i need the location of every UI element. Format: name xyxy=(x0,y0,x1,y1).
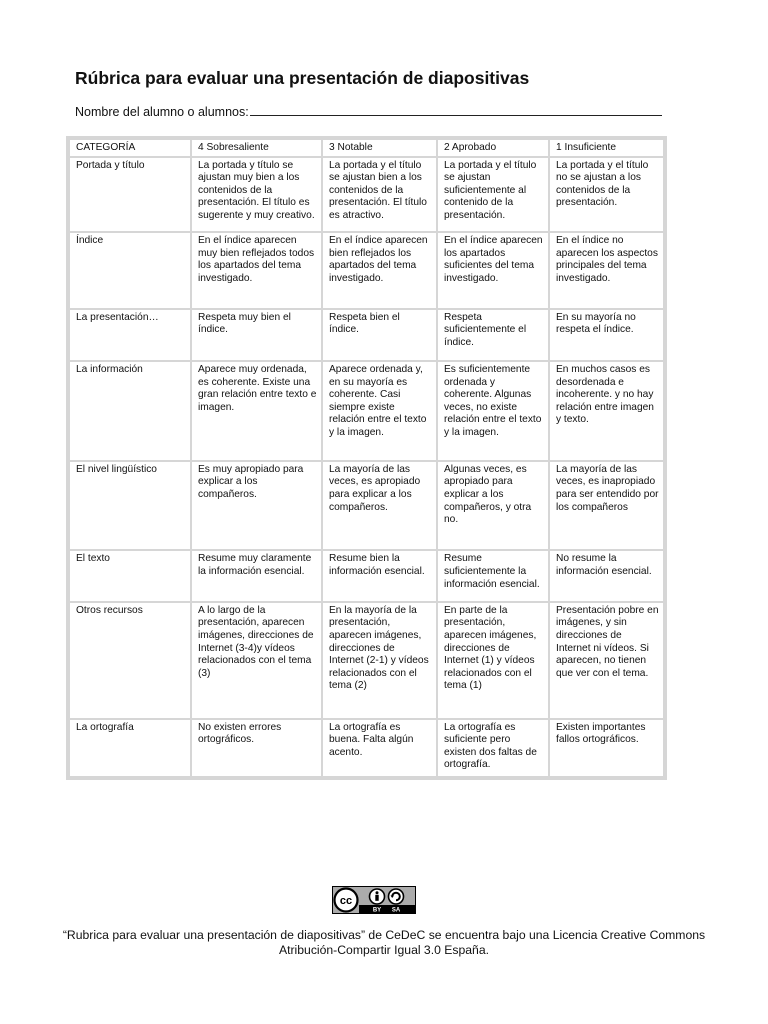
rubric-table-frame xyxy=(66,136,667,780)
student-name-label: Nombre del alumno o alumnos: xyxy=(75,105,249,119)
cell-level-3: Respeta bien el índice. xyxy=(323,310,436,360)
svg-text:cc: cc xyxy=(339,895,353,907)
row-category: La ortografía xyxy=(70,720,190,776)
row-category: La presentación… xyxy=(70,310,190,360)
rubric-row xyxy=(70,362,663,460)
cell-level-2: En parte de la presentación, aparecen imágenes, direcciones de Internet (1) y vídeos relacionados con el tema (1) xyxy=(438,603,548,718)
cell-level-2: Resume suficientemente la información esencial. xyxy=(438,551,548,600)
cell-level-1: En el índice no aparecen los aspectos principales del tema investigado. xyxy=(550,233,663,308)
cell-level-1: Presentación pobre en imágenes, y sin direcciones de Internet ni vídeos. Si aparecen, no tienen que ver con el tema. xyxy=(550,603,663,718)
row-category: Índice xyxy=(70,233,190,308)
row-category: El texto xyxy=(70,551,190,600)
cell-level-3: Resume bien la información esencial. xyxy=(323,551,436,600)
cell-level-4: Es muy apropiado para explicar a los compañeros. xyxy=(192,462,321,550)
cell-level-2: La portada y el título se ajustan suficientemente al contenido de la presentación. xyxy=(438,158,548,232)
student-name-line xyxy=(75,104,662,119)
cell-level-4: Aparece muy ordenada, es coherente. Existe una gran relación entre texto e imagen. xyxy=(192,362,321,460)
cell-level-1: En su mayoría no respeta el índice. xyxy=(550,310,663,360)
cell-level-1: En muchos casos es desordenada e incoherente. y no hay relación entre imagen y texto. xyxy=(550,362,663,460)
cell-level-1: No resume la información esencial. xyxy=(550,551,663,600)
header-level-2: 2 Aprobado xyxy=(438,140,548,156)
cell-level-2: Es suficientemente ordenada y coherente. Algunas veces, no existe relación entre el texto y la imagen. xyxy=(438,362,548,460)
rubric-row xyxy=(70,720,663,776)
svg-text:BY: BY xyxy=(372,907,382,914)
cell-level-2: Respeta suficientemente el índice. xyxy=(438,310,548,360)
rubric-row xyxy=(70,603,663,718)
document-title: Rúbrica para evaluar una presentación de diapositivas xyxy=(75,68,530,88)
license-text: “Rubrica para evaluar una presentación de diapositivas” de CeDeC se encuentra bajo una Licencia Creative Commons Atribución-Compartir Igual 3.0 España. xyxy=(62,928,706,957)
rubric-row xyxy=(70,310,663,360)
rubric-header-row xyxy=(70,140,663,156)
cell-level-3: La ortografía es buena. Falta algún acento. xyxy=(323,720,436,776)
rubric-row xyxy=(70,551,663,600)
cell-level-2: La ortografía es suficiente pero existen dos faltas de ortografía. xyxy=(438,720,548,776)
row-category: Portada y título xyxy=(70,158,190,232)
row-category: El nivel lingüístico xyxy=(70,462,190,550)
rubric-row xyxy=(70,462,663,550)
cell-level-4: No existen errores ortográficos. xyxy=(192,720,321,776)
header-category: CATEGORÍA xyxy=(70,140,190,156)
row-category: La información xyxy=(70,362,190,460)
cell-level-4: Resume muy claramente la información esencial. xyxy=(192,551,321,600)
rubric-table xyxy=(68,138,665,778)
cell-level-3: La mayoría de las veces, es apropiado para explicar a los compañeros. xyxy=(323,462,436,550)
header-level-4: 4 Sobresaliente xyxy=(192,140,321,156)
cell-level-3: En la mayoría de la presentación, aparecen imágenes, direcciones de Internet (2-1) y vídeos relacionados con el tema (2) xyxy=(323,603,436,718)
cell-level-3: La portada y el título se ajustan bien a los contenidos de la presentación. El título es atractivo. xyxy=(323,158,436,232)
header-level-3: 3 Notable xyxy=(323,140,436,156)
cell-level-4: A lo largo de la presentación, aparecen imágenes, direcciones de Internet (3-4)y vídeos relacionados con el tema (3) xyxy=(192,603,321,718)
student-name-blank xyxy=(250,104,662,116)
cell-level-2: En el índice aparecen los apartados suficientes del tema investigado. xyxy=(438,233,548,308)
cell-level-2: Algunas veces, es apropiado para explicar a los compañeros, y otra no. xyxy=(438,462,548,550)
header-level-1: 1 Insuficiente xyxy=(550,140,663,156)
rubric-row xyxy=(70,233,663,308)
cell-level-4: Respeta muy bien el índice. xyxy=(192,310,321,360)
rubric-row xyxy=(70,158,663,232)
cell-level-4: La portada y título se ajustan muy bien a los contenidos de la presentación. El título es sugerente y muy creativo. xyxy=(192,158,321,232)
cell-level-3: Aparece ordenada y, en su mayoría es coherente. Casi siempre existe relación entre el texto y la imagen. xyxy=(323,362,436,460)
row-category: Otros recursos xyxy=(70,603,190,718)
cell-level-3: En el índice aparecen bien reflejados los apartados del tema investigado. xyxy=(323,233,436,308)
cell-level-4: En el índice aparecen muy bien reflejados todos los apartados del tema investigado. xyxy=(192,233,321,308)
share-alike-icon xyxy=(389,889,404,904)
svg-text:SA: SA xyxy=(391,907,401,914)
cell-level-1: Existen importantes fallos ortográficos. xyxy=(550,720,663,776)
cell-level-1: La mayoría de las veces, es inapropiado para ser entendido por los compañeros xyxy=(550,462,663,550)
cell-level-1: La portada y el título no se ajustan a los contenidos de la presentación. xyxy=(550,158,663,232)
cc-by-sa-license-icon xyxy=(332,886,416,914)
